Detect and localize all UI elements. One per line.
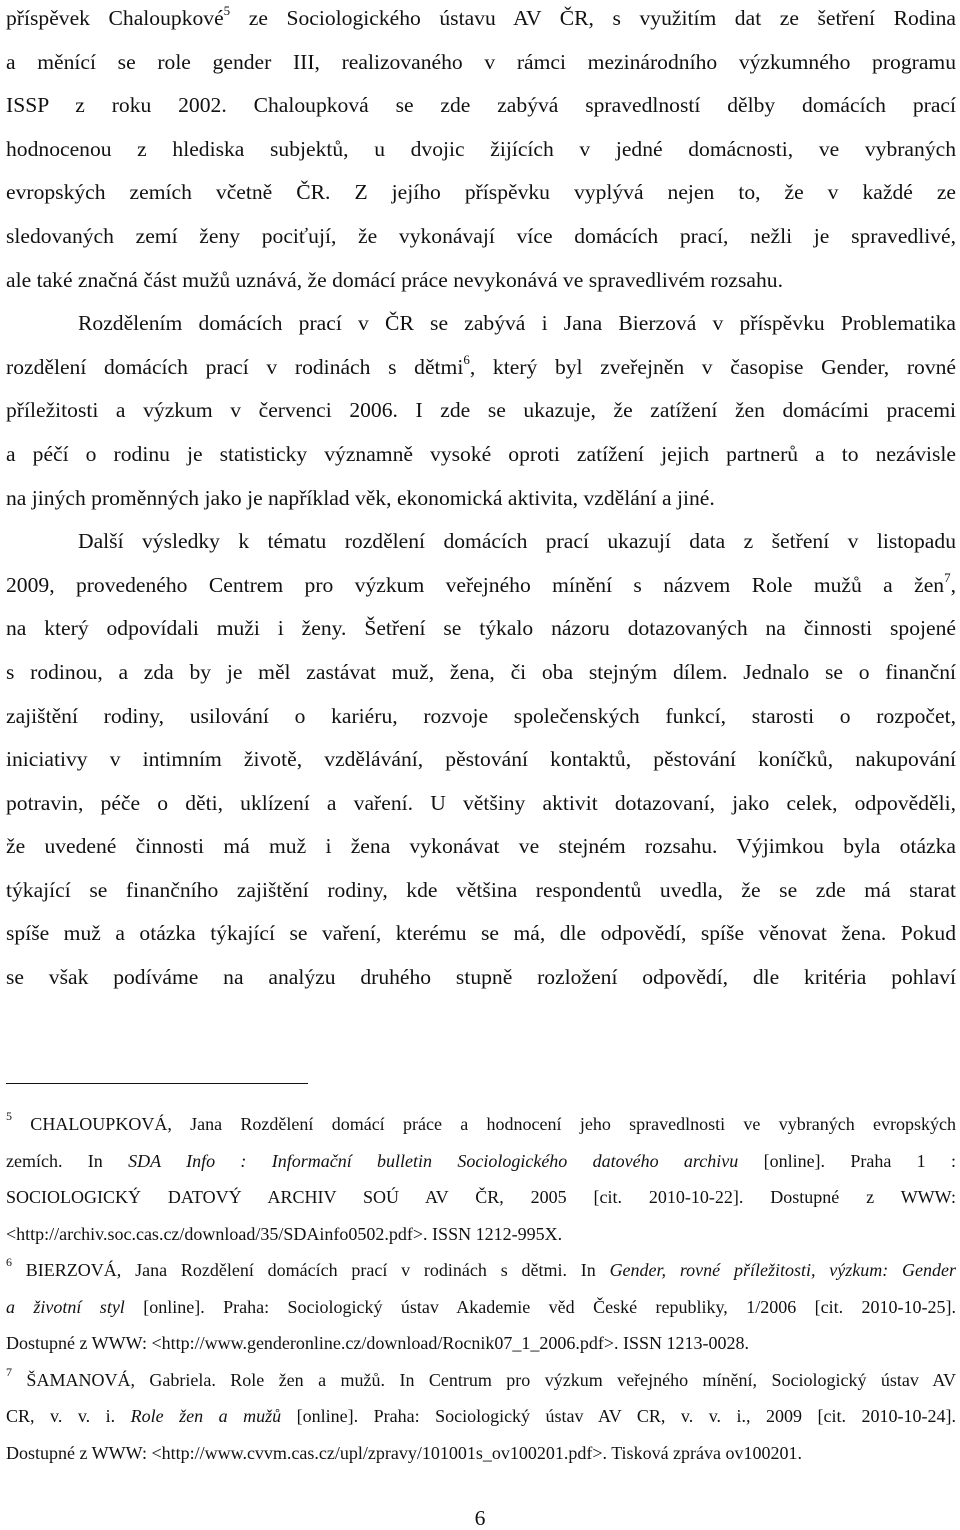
text-line: s rodinou, a zda by je měl zastávat muž, žena, či oba stejným dílem. Jednalo se o finanční — [6, 659, 956, 684]
text-line: zajištění rodiny, usilování o kariéru, rozvoje společenských funkcí, starosti o rozpočet, — [6, 703, 956, 728]
footnote-title: Role žen a mužů — [130, 1406, 282, 1426]
paragraph-3 — [6, 520, 956, 1000]
footnote-ref-7[interactable]: 7 — [944, 569, 951, 585]
footnote-ref-6[interactable]: 6 — [463, 351, 470, 367]
text-line: a měnící se role gender III, realizovaného v rámci mezinárodního výzkumného programu — [6, 49, 956, 74]
footnote-number: 6 — [6, 1255, 12, 1269]
paragraph-1 — [6, 0, 956, 302]
text-line: Další výsledky k tématu rozdělení domácích prací ukazují data z šetření v listopadu — [78, 529, 956, 554]
footnote-title: a životní styl — [6, 1296, 125, 1317]
footnote-line: $^6$ BIERZOVÁ, Jana Rozdělení domácích prací v rodinách s dětmi. In Gender, rovné příležitosti, výzkum: Gender — [6, 1255, 956, 1280]
text-line: Rozdělením domácích prací v ČR se zabývá i Jana Bierzová v příspěvku Problematika — [78, 311, 956, 336]
text-line: potravin, péče o děti, uklízení a vaření. U většiny aktivit dotazovaní, jako celek, odpověděli, — [6, 790, 956, 815]
footnote-line: CR, v. v. i. Role žen a mužů [online]. Praha: Sociologický ústav AV CR, v. v. i., 2009 [cit. 2010-10-24]. — [6, 1406, 956, 1426]
text-line: rozdělení domácích prací v rodinách s dětmi$^6$, který byl zveřejněn v časopise Gender, rovné — [6, 351, 956, 379]
footnote-line: SOCIOLOGICKÝ DATOVÝ ARCHIV SOÚ AV ČR, 2005 [cit. 2010-10-22]. Dostupné z WWW: — [6, 1187, 956, 1207]
footnote-title: SDA Info : Informační bulletin Sociologického datového archivu — [128, 1150, 739, 1171]
text-line: že uvedené činnosti má muž i žena vykonávat ve stejném rozsahu. Výjimkou byla otázka — [6, 834, 956, 859]
text-line: evropských zemích včetně ČR. Z jejího příspěvku vyplývá nejen to, že v každé ze — [6, 180, 956, 205]
text-line: příležitosti a výzkum v červenci 2006. I zde se ukazuje, že zatížení žen domácími pracemi — [6, 398, 956, 423]
text-line: ISSP z roku 2002. Chaloupková se zde zabývá spravedlností dělby domácích prací — [6, 93, 956, 118]
text-line: hodnocenou z hlediska subjektů, u dvojic žijících v jedné domácnosti, ve vybraných — [6, 136, 956, 161]
text-line: iniciativy v intimním životě, vzdělávání, pěstování kontaktů, pěstování koníčků, nakupování — [6, 747, 956, 772]
text-line: a péčí o rodinu je statisticky významně vysoké oproti zatížení jejich partnerů a to nezávisle — [6, 441, 956, 466]
footnote-title: Gender, rovné příležitosti, výzkum: Gender — [609, 1260, 956, 1280]
footnote-line: $^7$ ŠAMANOVÁ, Gabriela. Role žen a mužů. In Centrum pro výzkum veřejného mínění, Sociologický ústav AV — [6, 1364, 956, 1390]
footnotes — [6, 1106, 956, 1471]
footnote-7 — [6, 1362, 956, 1472]
text-line: spíše muž a otázka týkající se vaření, kterému se má, dle odpovědí, spíše věnovat žena. Pokud — [6, 921, 956, 946]
text-line: na který odpovídali muži i ženy. Šetření se týkalo názoru dotazovaných na činnosti spojené — [6, 616, 956, 641]
text-line: ale také značná část mužů uznává, že domácí práce nevykonává ve spravedlivém rozsahu. — [6, 267, 783, 292]
footnote-5 — [6, 1106, 956, 1252]
footnote-number: 5 — [6, 1109, 12, 1123]
footnote-6 — [6, 1252, 956, 1362]
footnote-line: $^5$ CHALOUPKOVÁ, Jana Rozdělení domácí práce a hodnocení jeho spravedlnosti ve vybraných evropských — [6, 1109, 956, 1134]
text-line: na jiných proměnných jako je například věk, ekonomická aktivita, vzdělání a jiné. — [6, 485, 715, 510]
text-line: 2009, provedeného Centrem pro výzkum veřejného mínění s názvem Role mužů a žen$^7$, — [6, 569, 956, 597]
text-line: sledovaných zemí ženy pociťují, že vykonávají více domácích prací, nežli je spravedlivé, — [6, 223, 956, 248]
text-line: týkající se finančního zajištění rodiny, kde většina respondentů uvedla, že se zde má starat — [6, 877, 956, 902]
page-number: 6 — [474, 1506, 486, 1530]
document-body — [6, 0, 956, 1000]
text-line: se však podíváme na analýzu druhého stupně rozložení odpovědí, dle kritéria pohlaví — [6, 965, 956, 990]
footnote-line[interactable]: <http://archiv.soc.cas.cz/download/35/SDAinfo0502.pdf>. ISSN 1212-995X. — [6, 1223, 563, 1244]
footnote-separator — [6, 1083, 308, 1084]
paragraph-2 — [6, 302, 956, 520]
footnote-line[interactable]: Dostupné z WWW: <http://www.cvvm.cas.cz/upl/zpravy/101001s_ov100201.pdf>. Tisková zpráva ov100201. — [6, 1442, 803, 1463]
text-line: příspěvek Chaloupkové$^5$ ze Sociologického ústavu AV ČR, s využitím dat ze šetření Rodina — [6, 2, 957, 30]
footnote-number: 7 — [6, 1364, 12, 1379]
footnote-line: zemích. In SDA Info : Informační bulletin Sociologického datového archivu [online]. Praha 1 : — [6, 1150, 956, 1171]
footnote-line: a životní styl [online]. Praha: Sociologický ústav Akademie věd České republiky, 1/2006 [cit. 2010-10-25]. — [6, 1296, 956, 1317]
footnote-line[interactable]: Dostupné z WWW: <http://www.genderonline.cz/download/Rocnik07_1_2006.pdf>. ISSN 1213-0028. — [6, 1333, 750, 1353]
footnote-ref-5[interactable]: 5 — [223, 2, 231, 18]
